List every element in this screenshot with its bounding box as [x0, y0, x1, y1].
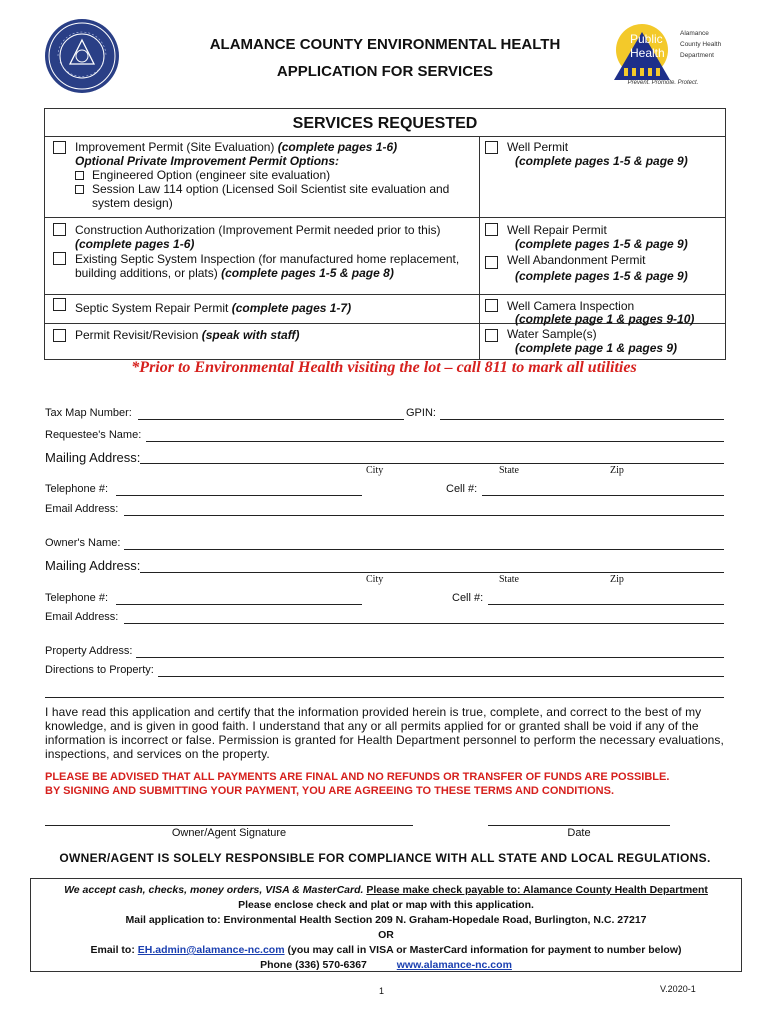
well-permit-label: Well Permit — [507, 140, 569, 154]
improvement-permit-checkbox[interactable] — [53, 141, 66, 154]
date-input[interactable] — [488, 825, 670, 826]
payment-email-line — [31, 944, 741, 956]
well-repair-item — [485, 223, 721, 251]
permit-revisit-item — [53, 328, 473, 342]
requestee-zip-caption: Zip — [610, 465, 624, 476]
owner-cell-input[interactable] — [488, 604, 724, 605]
well-permit-checkbox[interactable] — [485, 141, 498, 154]
improvement-permit-pages: (complete pages 1-6) — [277, 140, 398, 154]
construction-authorization-item — [53, 223, 473, 251]
septic-repair-pages: (complete pages 1-7) — [231, 301, 352, 315]
advisory-line-1: PLEASE BE ADVISED THAT ALL PAYMENTS ARE FINAL AND NO REFUNDS OR TRANSFER OF FUNDS ARE POSSIBLE. — [45, 771, 670, 783]
construction-authorization-checkbox[interactable] — [53, 223, 66, 236]
directions-input-line-2[interactable] — [45, 697, 724, 698]
services-box — [44, 108, 726, 360]
payment-email-prefix: Email to: — [90, 944, 138, 956]
owner-city-caption: City — [366, 574, 384, 585]
payment-email-suffix: (you may call in VISA or MasterCard information for payment to number below) — [284, 944, 682, 956]
requestee-state-caption: State — [499, 465, 519, 476]
water-sample-checkbox[interactable] — [485, 329, 498, 342]
payment-or-text: OR — [378, 929, 394, 941]
existing-septic-item — [53, 252, 473, 280]
page-number: 1 — [379, 986, 385, 996]
well-camera-pages: (complete page 1 & pages 9-10) — [515, 312, 695, 326]
construction-authorization-pages: (complete pages 1-6) — [75, 237, 195, 251]
requestee-city-caption: City — [366, 465, 384, 476]
payment-phone: Phone (336) 570-6367 — [260, 959, 367, 971]
public-health-logo — [598, 22, 728, 90]
well-camera-label: Well Camera Inspection — [507, 299, 635, 313]
existing-septic-checkbox[interactable] — [53, 252, 66, 265]
well-abandonment-label: Well Abandonment Permit — [507, 253, 646, 267]
requestee-mailing-input[interactable] — [140, 463, 724, 464]
logo-tagline: Prevent. Promote. Protect. — [627, 80, 699, 86]
improvement-permit-item — [53, 140, 473, 210]
septic-repair-item — [53, 301, 473, 315]
title-line-2: APPLICATION FOR SERVICES — [276, 63, 494, 80]
services-heading: SERVICES REQUESTED — [292, 115, 478, 132]
page-title — [120, 36, 650, 80]
property-address-label: Property Address: — [45, 645, 133, 657]
services-column-divider — [479, 136, 480, 359]
session-law-option-checkbox[interactable] — [75, 185, 84, 194]
tax-map-input[interactable] — [138, 419, 404, 420]
owner-name-label: Owner's Name: — [45, 537, 121, 549]
payment-info-box — [30, 878, 742, 972]
owner-telephone-label: Telephone #: — [45, 592, 108, 604]
signature-label: Owner/Agent Signature — [171, 827, 287, 839]
requestee-email-input[interactable] — [124, 515, 724, 516]
water-sample-item — [485, 327, 721, 355]
water-sample-label: Water Sample(s) — [507, 327, 597, 341]
gpin-input[interactable] — [440, 419, 724, 420]
owner-cell-label: Cell #: — [452, 592, 484, 604]
form-version: V.2020-1 — [660, 984, 696, 994]
directions-label: Directions to Property: — [45, 664, 154, 676]
directions-input-line-1[interactable] — [158, 676, 724, 677]
owner-mailing-input[interactable] — [140, 572, 724, 573]
responsibility-statement: OWNER/AGENT IS SOLELY RESPONSIBLE FOR COMPLIANCE WITH ALL STATE AND LOCAL REGULATIONS. — [59, 851, 711, 865]
well-abandonment-pages: (complete pages 1-5 & page 9) — [515, 269, 688, 283]
advisory-line-2: BY SIGNING AND SUBMITTING YOUR PAYMENT, YOU ARE AGREEING TO THESE TERMS AND CONDITIONS. — [45, 785, 615, 797]
property-address-input[interactable] — [136, 657, 724, 658]
requestee-cell-input[interactable] — [482, 495, 724, 496]
services-row-divider-2 — [45, 294, 725, 295]
title-line-1: ALAMANCE COUNTY ENVIRONMENTAL HEALTH — [209, 36, 561, 53]
session-law-option-label: Session Law 114 option (Licensed Soil Scientist site evaluation and system design) — [92, 182, 450, 210]
requestee-email-label: Email Address: — [45, 503, 119, 515]
requestee-name-input[interactable] — [146, 441, 724, 442]
gpin-label: GPIN: — [406, 407, 436, 419]
requestee-mailing-label: Mailing Address: — [45, 450, 141, 465]
water-sample-pages: (complete page 1 & pages 9) — [515, 341, 678, 355]
payment-accept-text: We accept cash, checks, money orders, VISA & MasterCard. — [64, 884, 364, 896]
permit-revisit-checkbox[interactable] — [53, 329, 66, 342]
owner-state-caption: State — [499, 574, 519, 585]
owner-name-input[interactable] — [124, 549, 724, 550]
well-permit-pages: (complete pages 1-5 & page 9) — [515, 154, 688, 168]
existing-septic-label: Existing Septic System Inspection (for manufactured home replacement, building additions, or plats) — [75, 252, 460, 280]
tax-map-label: Tax Map Number: — [45, 407, 132, 419]
certification-text: I have read this application and certify that the information provided herein is true, complete, and correct to the best of my knowledge, and is given in good faith. I understand that any or all permits applied for or granted shall be void if any of the information is incorrect or false. Permission is granted for Health Department personnel to perform the necessary evaluations, inspections, and services on the property. — [45, 705, 724, 761]
well-repair-pages: (complete pages 1-5 & page 9) — [515, 237, 688, 251]
call-811-notice: *Prior to Environmental Health visiting the lot – call 811 to mark all utilities — [131, 359, 637, 376]
requestee-telephone-label: Telephone #: — [45, 483, 108, 495]
well-abandonment-checkbox[interactable] — [485, 256, 498, 269]
requestee-telephone-input[interactable] — [116, 495, 362, 496]
payment-mail-text: Mail application to: Environmental Health Section 209 N. Graham-Hopedale Road, Burlington, N.C. 27217 — [125, 914, 647, 926]
owner-mailing-label: Mailing Address: — [45, 558, 141, 573]
well-camera-checkbox[interactable] — [485, 299, 498, 312]
requestee-cell-label: Cell #: — [446, 483, 478, 495]
permit-revisit-label: Permit Revisit/Revision — [75, 328, 202, 342]
permit-revisit-pages: (speak with staff) — [201, 328, 300, 342]
logo-side-text: Alamance County Health Department — [680, 30, 722, 59]
well-repair-label: Well Repair Permit — [507, 223, 607, 237]
services-heading-divider — [45, 136, 725, 137]
well-abandonment-item — [485, 253, 721, 283]
septic-repair-label: Septic System Repair Permit — [75, 301, 232, 315]
owner-email-label: Email Address: — [45, 611, 119, 623]
owner-email-input[interactable] — [124, 623, 724, 624]
owner-zip-caption: Zip — [610, 574, 624, 585]
improvement-permit-label: Improvement Permit (Site Evaluation) — [75, 140, 278, 154]
septic-repair-checkbox[interactable] — [53, 298, 66, 311]
logo-word-health: Health — [630, 46, 665, 60]
payment-phone-line — [31, 959, 741, 971]
well-camera-item — [485, 299, 721, 326]
payment-enclose-text: Please enclose check and plat or map with this application. — [238, 899, 534, 911]
engineered-option-checkbox[interactable] — [75, 171, 84, 180]
well-repair-checkbox[interactable] — [485, 223, 498, 236]
services-row-divider-1 — [45, 217, 725, 218]
existing-septic-pages: (complete pages 1-5 & page 8) — [221, 266, 394, 280]
payment-payable-text: Please make check payable to: Alamance County Health Department — [366, 884, 708, 896]
requestee-name-label: Requestee's Name: — [45, 429, 142, 441]
payment-website-link[interactable]: www.alamance-nc.com — [396, 959, 512, 971]
optional-options-heading: Optional Private Improvement Permit Options: — [75, 154, 340, 168]
engineered-option-label: Engineered Option (engineer site evaluation) — [92, 168, 331, 182]
date-label: Date — [567, 827, 591, 839]
logo-word-public: Public — [630, 32, 663, 46]
payment-accept-line — [31, 884, 741, 896]
construction-authorization-label: Construction Authorization (Improvement Permit needed prior to this) — [75, 223, 441, 237]
signature-input[interactable] — [45, 825, 413, 826]
well-permit-item — [485, 140, 721, 168]
county-seal-logo — [44, 18, 120, 94]
owner-telephone-input[interactable] — [116, 604, 362, 605]
payment-email-link[interactable]: EH.admin@alamance-nc.com — [137, 944, 285, 956]
